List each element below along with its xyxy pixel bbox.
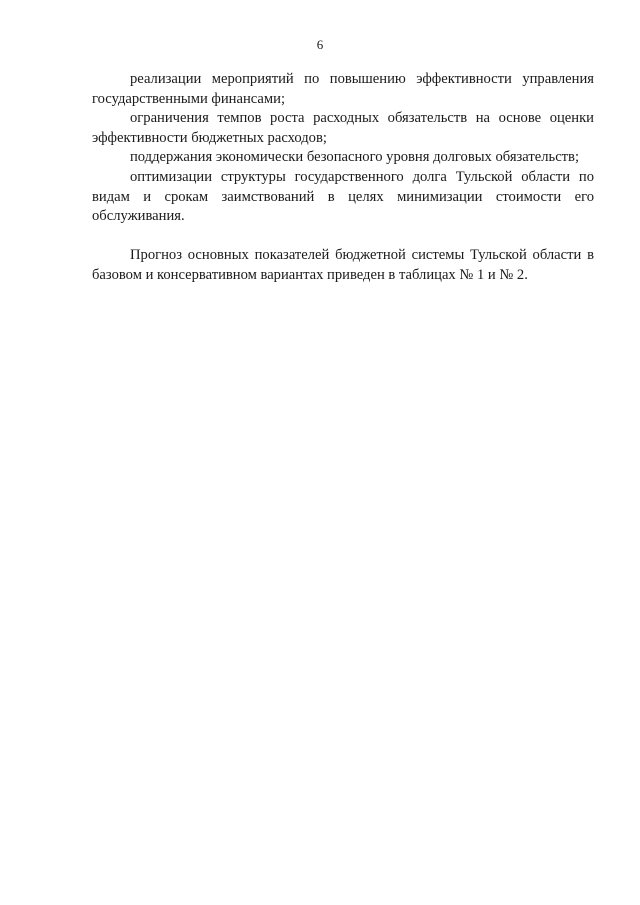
list-item-expense-growth-limit: ограничения темпов роста расходных обязательств на основе оценки эффективности бюджетных расходов;: [92, 110, 594, 146]
forecast-paragraph: Прогноз основных показателей бюджетной системы Тульской области в базовом и консервативном вариантах приведен в таблицах № 1 и № 2.: [92, 247, 594, 283]
list-item-debt-structure: оптимизации структуры государственного долга Тульской области по видам и срокам заимствований в целях минимизации стоимости его обслуживания.: [92, 168, 594, 225]
document-body: [92, 70, 594, 286]
page-number: 6: [316, 37, 324, 52]
list-item-debt-level: поддержания экономически безопасного уровня долговых обязательств;: [130, 149, 579, 166]
list-item-finance-management: реализации мероприятий по повышению эффективности управления государственными финансами;: [92, 71, 594, 107]
